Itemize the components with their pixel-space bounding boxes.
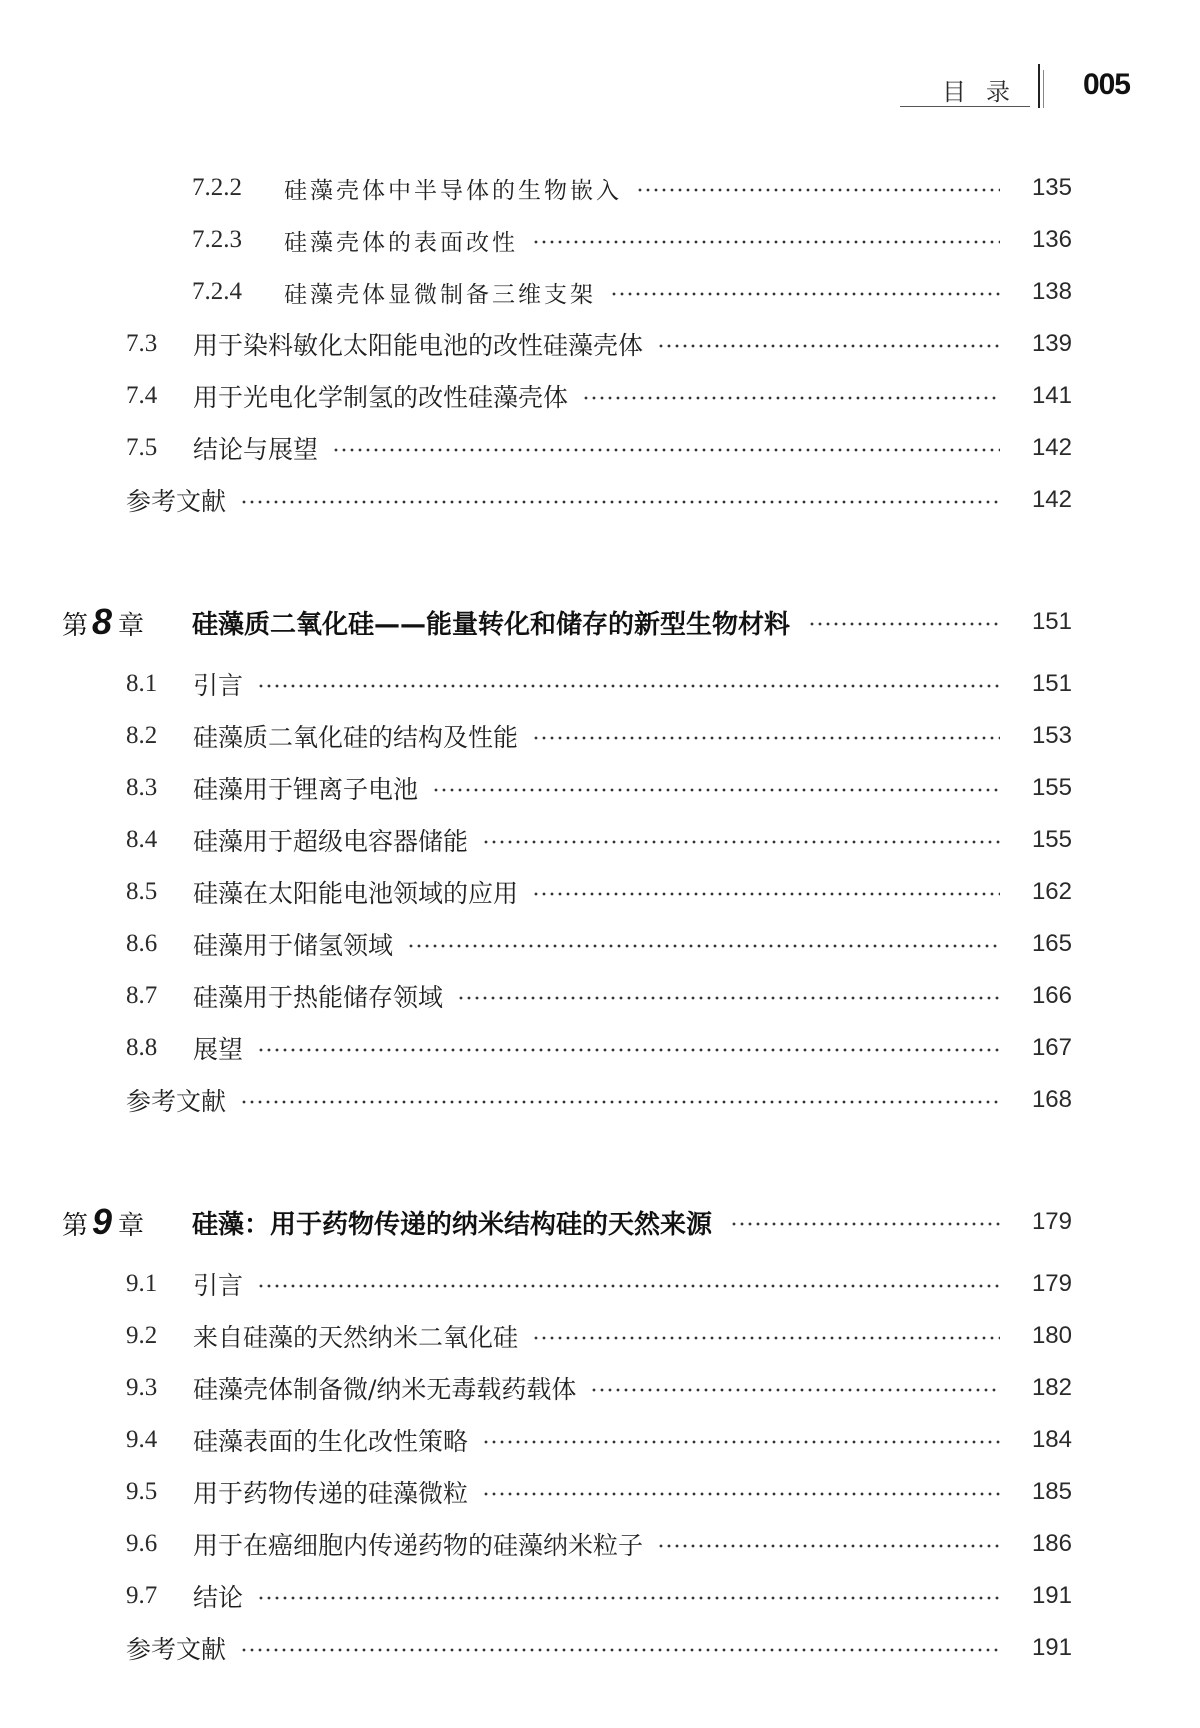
entry-title: 硅藻用于储氢领域	[193, 931, 394, 960]
dot-leader	[532, 1336, 1000, 1340]
toc-chapter[interactable]	[0, 602, 1200, 642]
dot-leader	[240, 1648, 1000, 1652]
toc-entry[interactable]	[0, 924, 1200, 964]
entry-page: 135	[1031, 174, 1072, 201]
dot-leader	[257, 684, 1000, 688]
toc-entry[interactable]	[0, 768, 1200, 808]
chapter-label	[62, 1201, 192, 1243]
entry-page: 179	[1031, 1208, 1072, 1235]
toc-chapter[interactable]	[0, 1202, 1200, 1242]
entry-title: 硅藻用于锂离子电池	[193, 775, 419, 804]
toc-entry-references[interactable]	[0, 1628, 1200, 1668]
chapter-number: 8	[92, 601, 113, 642]
entry-number: 7.3	[126, 330, 158, 357]
entry-number: 8.4	[126, 826, 158, 853]
entry-title: 参考文献	[126, 487, 227, 516]
entry-page: 179	[1031, 1270, 1072, 1297]
entry-title: 硅藻壳体的表面改性	[284, 229, 518, 256]
entry-page: 165	[1031, 930, 1072, 957]
entry-number: 7.2.4	[192, 278, 242, 305]
toc-entry[interactable]	[0, 1524, 1200, 1564]
dot-leader	[532, 736, 1000, 740]
chapter-suffix: 章	[118, 1211, 145, 1241]
toc-entry-references[interactable]	[0, 480, 1200, 520]
dot-leader	[482, 1492, 1000, 1496]
entry-title: 硅藻在太阳能电池领域的应用	[193, 879, 519, 908]
entry-number: 8.1	[126, 670, 158, 697]
toc-entry[interactable]	[0, 1472, 1200, 1512]
entry-title: 硅藻壳体显微制备三维支架	[284, 281, 596, 308]
entry-title: 引言	[193, 671, 244, 700]
dot-leader	[407, 944, 1000, 948]
entry-title: 结论	[193, 1583, 244, 1612]
dot-leader	[532, 892, 1000, 896]
chapter-prefix: 第	[62, 611, 89, 641]
entry-title: 用于光电化学制氢的改性硅藻壳体	[193, 383, 569, 412]
dot-leader	[482, 840, 1000, 844]
toc-entry[interactable]	[0, 872, 1200, 912]
dot-leader	[582, 396, 1000, 400]
entry-page: 186	[1031, 1530, 1072, 1557]
toc-entry[interactable]	[0, 716, 1200, 756]
toc-entry[interactable]	[0, 220, 1200, 260]
entry-number: 7.4	[126, 382, 158, 409]
entry-number: 9.1	[126, 1270, 158, 1297]
dot-leader	[730, 1222, 1000, 1226]
entry-title: 来自硅藻的天然纳米二氧化硅	[193, 1323, 519, 1352]
entry-page: 185	[1031, 1478, 1072, 1505]
toc-entry[interactable]	[0, 976, 1200, 1016]
entry-page: 136	[1031, 226, 1072, 253]
entry-page: 191	[1031, 1634, 1072, 1661]
entry-page: 162	[1031, 878, 1072, 905]
chapter-title: 硅藻：用于药物传递的纳米结构硅的天然来源	[192, 1209, 713, 1240]
toc-entry[interactable]	[0, 820, 1200, 860]
toc-entry[interactable]	[0, 272, 1200, 312]
entry-page: 191	[1031, 1582, 1072, 1609]
dot-leader	[532, 240, 1000, 244]
toc-entry[interactable]	[0, 324, 1200, 364]
entry-title: 用于药物传递的硅藻微粒	[193, 1479, 469, 1508]
entry-page: 182	[1031, 1374, 1072, 1401]
entry-number: 7.2.3	[192, 226, 242, 253]
toc-entry[interactable]	[0, 168, 1200, 208]
dot-leader	[636, 188, 1000, 192]
entry-title: 硅藻壳体中半导体的生物嵌入	[284, 177, 622, 204]
toc-entry[interactable]	[0, 1368, 1200, 1408]
entry-number: 9.6	[126, 1530, 158, 1557]
running-header-underline	[900, 106, 1030, 107]
entry-title: 硅藻表面的生化改性策略	[193, 1427, 469, 1456]
dot-leader	[432, 788, 1000, 792]
toc-entry[interactable]	[0, 1420, 1200, 1460]
toc-entry[interactable]	[0, 428, 1200, 468]
dot-leader	[240, 1100, 1000, 1104]
entry-title: 硅藻质二氧化硅的结构及性能	[193, 723, 519, 752]
entry-title: 用于在癌细胞内传递药物的硅藻纳米粒子	[193, 1531, 644, 1560]
entry-page: 180	[1031, 1322, 1072, 1349]
dot-leader	[590, 1388, 1000, 1392]
entry-title: 硅藻用于超级电容器储能	[193, 827, 469, 856]
running-header-divider-shadow	[1043, 70, 1044, 108]
chapter-title: 硅藻质二氧化硅——能量转化和储存的新型生物材料	[192, 609, 791, 640]
entry-number: 9.4	[126, 1426, 158, 1453]
entry-number: 9.7	[126, 1582, 158, 1609]
running-header-divider	[1038, 64, 1040, 108]
dot-leader	[257, 1048, 1000, 1052]
chapter-label	[62, 601, 192, 643]
chapter-number: 9	[92, 1201, 113, 1242]
entry-number: 9.5	[126, 1478, 158, 1505]
entry-page: 141	[1031, 382, 1072, 409]
entry-page: 166	[1031, 982, 1072, 1009]
toc-entry[interactable]	[0, 1028, 1200, 1068]
entry-number: 8.7	[126, 982, 158, 1009]
toc-entry[interactable]	[0, 376, 1200, 416]
entry-number: 8.2	[126, 722, 158, 749]
entry-page: 139	[1031, 330, 1072, 357]
dot-leader	[657, 344, 1000, 348]
entry-number: 9.2	[126, 1322, 158, 1349]
entry-title: 展望	[193, 1035, 244, 1064]
entry-number: 8.5	[126, 878, 158, 905]
entry-title: 结论与展望	[193, 435, 319, 464]
entry-page: 142	[1031, 486, 1072, 513]
entry-title: 参考文献	[126, 1635, 227, 1664]
entry-number: 7.2.2	[192, 174, 242, 201]
entry-page: 151	[1031, 608, 1072, 635]
entry-number: 8.3	[126, 774, 158, 801]
entry-page: 184	[1031, 1426, 1072, 1453]
entry-title: 引言	[193, 1271, 244, 1300]
chapter-suffix: 章	[118, 611, 145, 641]
entry-page: 138	[1031, 278, 1072, 305]
entry-number: 9.3	[126, 1374, 158, 1401]
dot-leader	[240, 500, 1000, 504]
toc-entry-references[interactable]	[0, 1080, 1200, 1120]
dot-leader	[610, 292, 1000, 296]
dot-leader	[257, 1596, 1000, 1600]
toc-entry[interactable]	[0, 1316, 1200, 1356]
entry-page: 168	[1031, 1086, 1072, 1113]
entry-number: 8.8	[126, 1034, 158, 1061]
entry-page: 142	[1031, 434, 1072, 461]
entry-number: 7.5	[126, 434, 158, 461]
toc-entry[interactable]	[0, 1576, 1200, 1616]
entry-title: 用于染料敏化太阳能电池的改性硅藻壳体	[193, 331, 644, 360]
dot-leader	[457, 996, 1000, 1000]
dot-leader	[657, 1544, 1000, 1548]
dot-leader	[332, 448, 1000, 452]
entry-page: 167	[1031, 1034, 1072, 1061]
running-header	[860, 62, 1130, 110]
page-number: 005	[1082, 68, 1130, 101]
entry-title: 硅藻用于热能储存领域	[193, 983, 444, 1012]
entry-page: 155	[1031, 774, 1072, 801]
dot-leader	[482, 1440, 1000, 1444]
chapter-prefix: 第	[62, 1211, 89, 1241]
entry-title: 参考文献	[126, 1087, 227, 1116]
entry-page: 153	[1031, 722, 1072, 749]
entry-page: 155	[1031, 826, 1072, 853]
dot-leader	[808, 622, 1000, 626]
entry-page: 151	[1031, 670, 1072, 697]
dot-leader	[257, 1284, 1000, 1288]
toc-entry[interactable]	[0, 1264, 1200, 1304]
entry-title: 硅藻壳体制备微/纳米无毒载药载体	[193, 1375, 577, 1404]
running-header-label: 目录	[942, 78, 1030, 106]
entry-number: 8.6	[126, 930, 158, 957]
toc-entry[interactable]	[0, 664, 1200, 704]
